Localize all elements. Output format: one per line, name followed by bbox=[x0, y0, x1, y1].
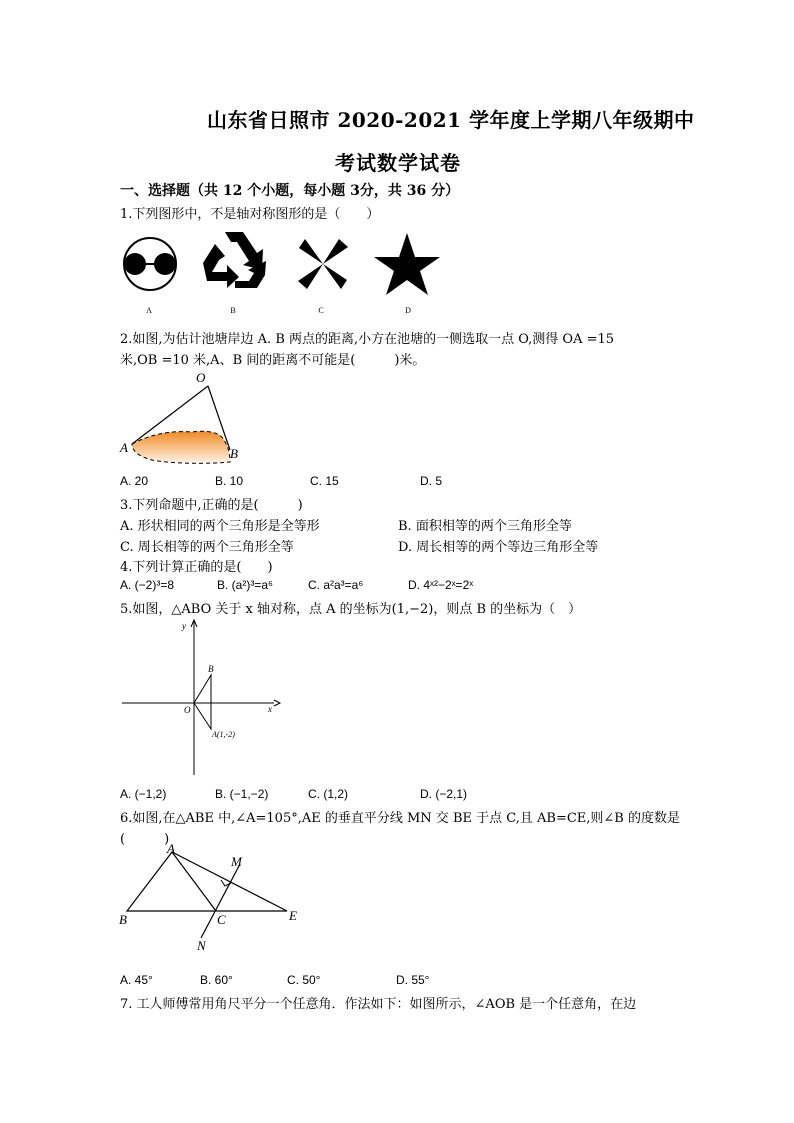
q5-coordinate-figure bbox=[118, 615, 288, 780]
q3-option-a: A. 形状相同的两个三角形是全等形 bbox=[120, 519, 320, 534]
q3-option-c: C. 周长相等的两个三角形全等 bbox=[120, 540, 294, 555]
q6-triangle-figure bbox=[115, 840, 315, 955]
q1-label-b: B bbox=[230, 306, 236, 315]
q6-label-m: M bbox=[231, 854, 242, 869]
q2-label-a: A bbox=[120, 440, 128, 455]
q6-line-2: ( ) bbox=[120, 832, 170, 847]
q2-option-d: D. 5 bbox=[420, 474, 443, 488]
q6-option-d: D. 55° bbox=[396, 973, 430, 987]
q5-option-c: C. (1,2) bbox=[308, 787, 349, 801]
q2-pond-figure bbox=[112, 368, 252, 468]
q3-text: 3.下列命题中,正确的是( ) bbox=[120, 498, 303, 513]
section-heading: 一、选择题（共 12 个小题，每小题 3分，共 36 分） bbox=[120, 183, 460, 199]
figure-b-recycle bbox=[203, 232, 266, 288]
figure-a-circle-glasses bbox=[124, 238, 176, 290]
q6-option-b: B. 60° bbox=[200, 973, 233, 987]
q5-label-o: O bbox=[184, 705, 191, 715]
q5-label-a: A(1,-2) bbox=[212, 730, 235, 739]
q5-text: 5.如图，△ABO 关于 x 轴对称，点 A 的坐标为(1,−2)，则点 B 的坐标为（ ） bbox=[120, 602, 582, 617]
figure-c-pinwheel bbox=[298, 239, 348, 289]
q6-line-1: 6.如图,在△ABE 中,∠A=105°,AE 的垂直平分线 MN 交 BE 于点 C,且 AB=CE,则∠B 的度数是 bbox=[120, 811, 680, 826]
q7-text: 7. 工人师傅常用角尺平分一个任意角．作法如下：如图所示，∠AOB 是一个任意角，在边 bbox=[120, 997, 637, 1012]
q6-option-c: C. 50° bbox=[287, 973, 321, 987]
q3-option-d: D. 周长相等的两个等边三角形全等 bbox=[398, 540, 599, 555]
q6-label-c: C bbox=[217, 912, 226, 927]
q6-label-n: N bbox=[197, 938, 206, 953]
q4-option-a: A. (−2)³=8 bbox=[120, 578, 175, 592]
q4-option-b: B. (a²)³=a⁶ bbox=[217, 578, 273, 592]
title-line-1: 山东省日照市 2020-2021 学年度上学期八年级期中 bbox=[207, 108, 695, 132]
q2-line-1: 2.如图,为估计池塘岸边 A. B 两点的距离,小方在池塘的一侧选取一点 O,测得 OA =15 bbox=[120, 332, 615, 347]
figure-d-star bbox=[374, 233, 440, 295]
q4-option-c: C. a²a³=a⁶ bbox=[308, 578, 364, 592]
title-line-2: 考试数学试卷 bbox=[335, 151, 461, 175]
q2-label-o: O bbox=[196, 370, 206, 385]
q5-label-x: x bbox=[268, 704, 272, 714]
q1-label-a: A bbox=[146, 306, 152, 315]
q2-option-c: C. 15 bbox=[310, 474, 339, 488]
q1-figures bbox=[115, 225, 455, 325]
q1-text: 1.下列图形中，不是轴对称图形的是（ ） bbox=[120, 207, 380, 222]
q2-line-2: 米,OB =10 米,A、B 间的距离不可能是( )米。 bbox=[120, 353, 426, 368]
q2-label-b: B bbox=[230, 446, 238, 461]
q6-label-b: B bbox=[119, 912, 127, 927]
q6-label-e: E bbox=[289, 908, 297, 923]
q5-option-b: B. (−1,−2) bbox=[215, 787, 269, 801]
q1-label-c: C bbox=[318, 306, 324, 315]
q5-label-y: y bbox=[182, 621, 186, 631]
q1-label-d: D bbox=[405, 306, 411, 315]
q2-option-b: B. 10 bbox=[215, 474, 244, 488]
q4-option-d: D. 4ˣ²−2ˣ=2ˣ bbox=[408, 578, 474, 592]
q5-label-b: B bbox=[208, 664, 214, 674]
q2-option-a: A. 20 bbox=[120, 474, 149, 488]
q3-option-b: B. 面积相等的两个三角形全等 bbox=[398, 519, 572, 534]
q5-option-d: D. (−2,1) bbox=[420, 787, 468, 801]
q5-option-a: A. (−1,2) bbox=[120, 787, 167, 801]
q6-option-a: A. 45° bbox=[120, 973, 153, 987]
q6-label-a: A bbox=[167, 841, 175, 856]
q4-text: 4.下列计算正确的是( ) bbox=[120, 560, 273, 575]
